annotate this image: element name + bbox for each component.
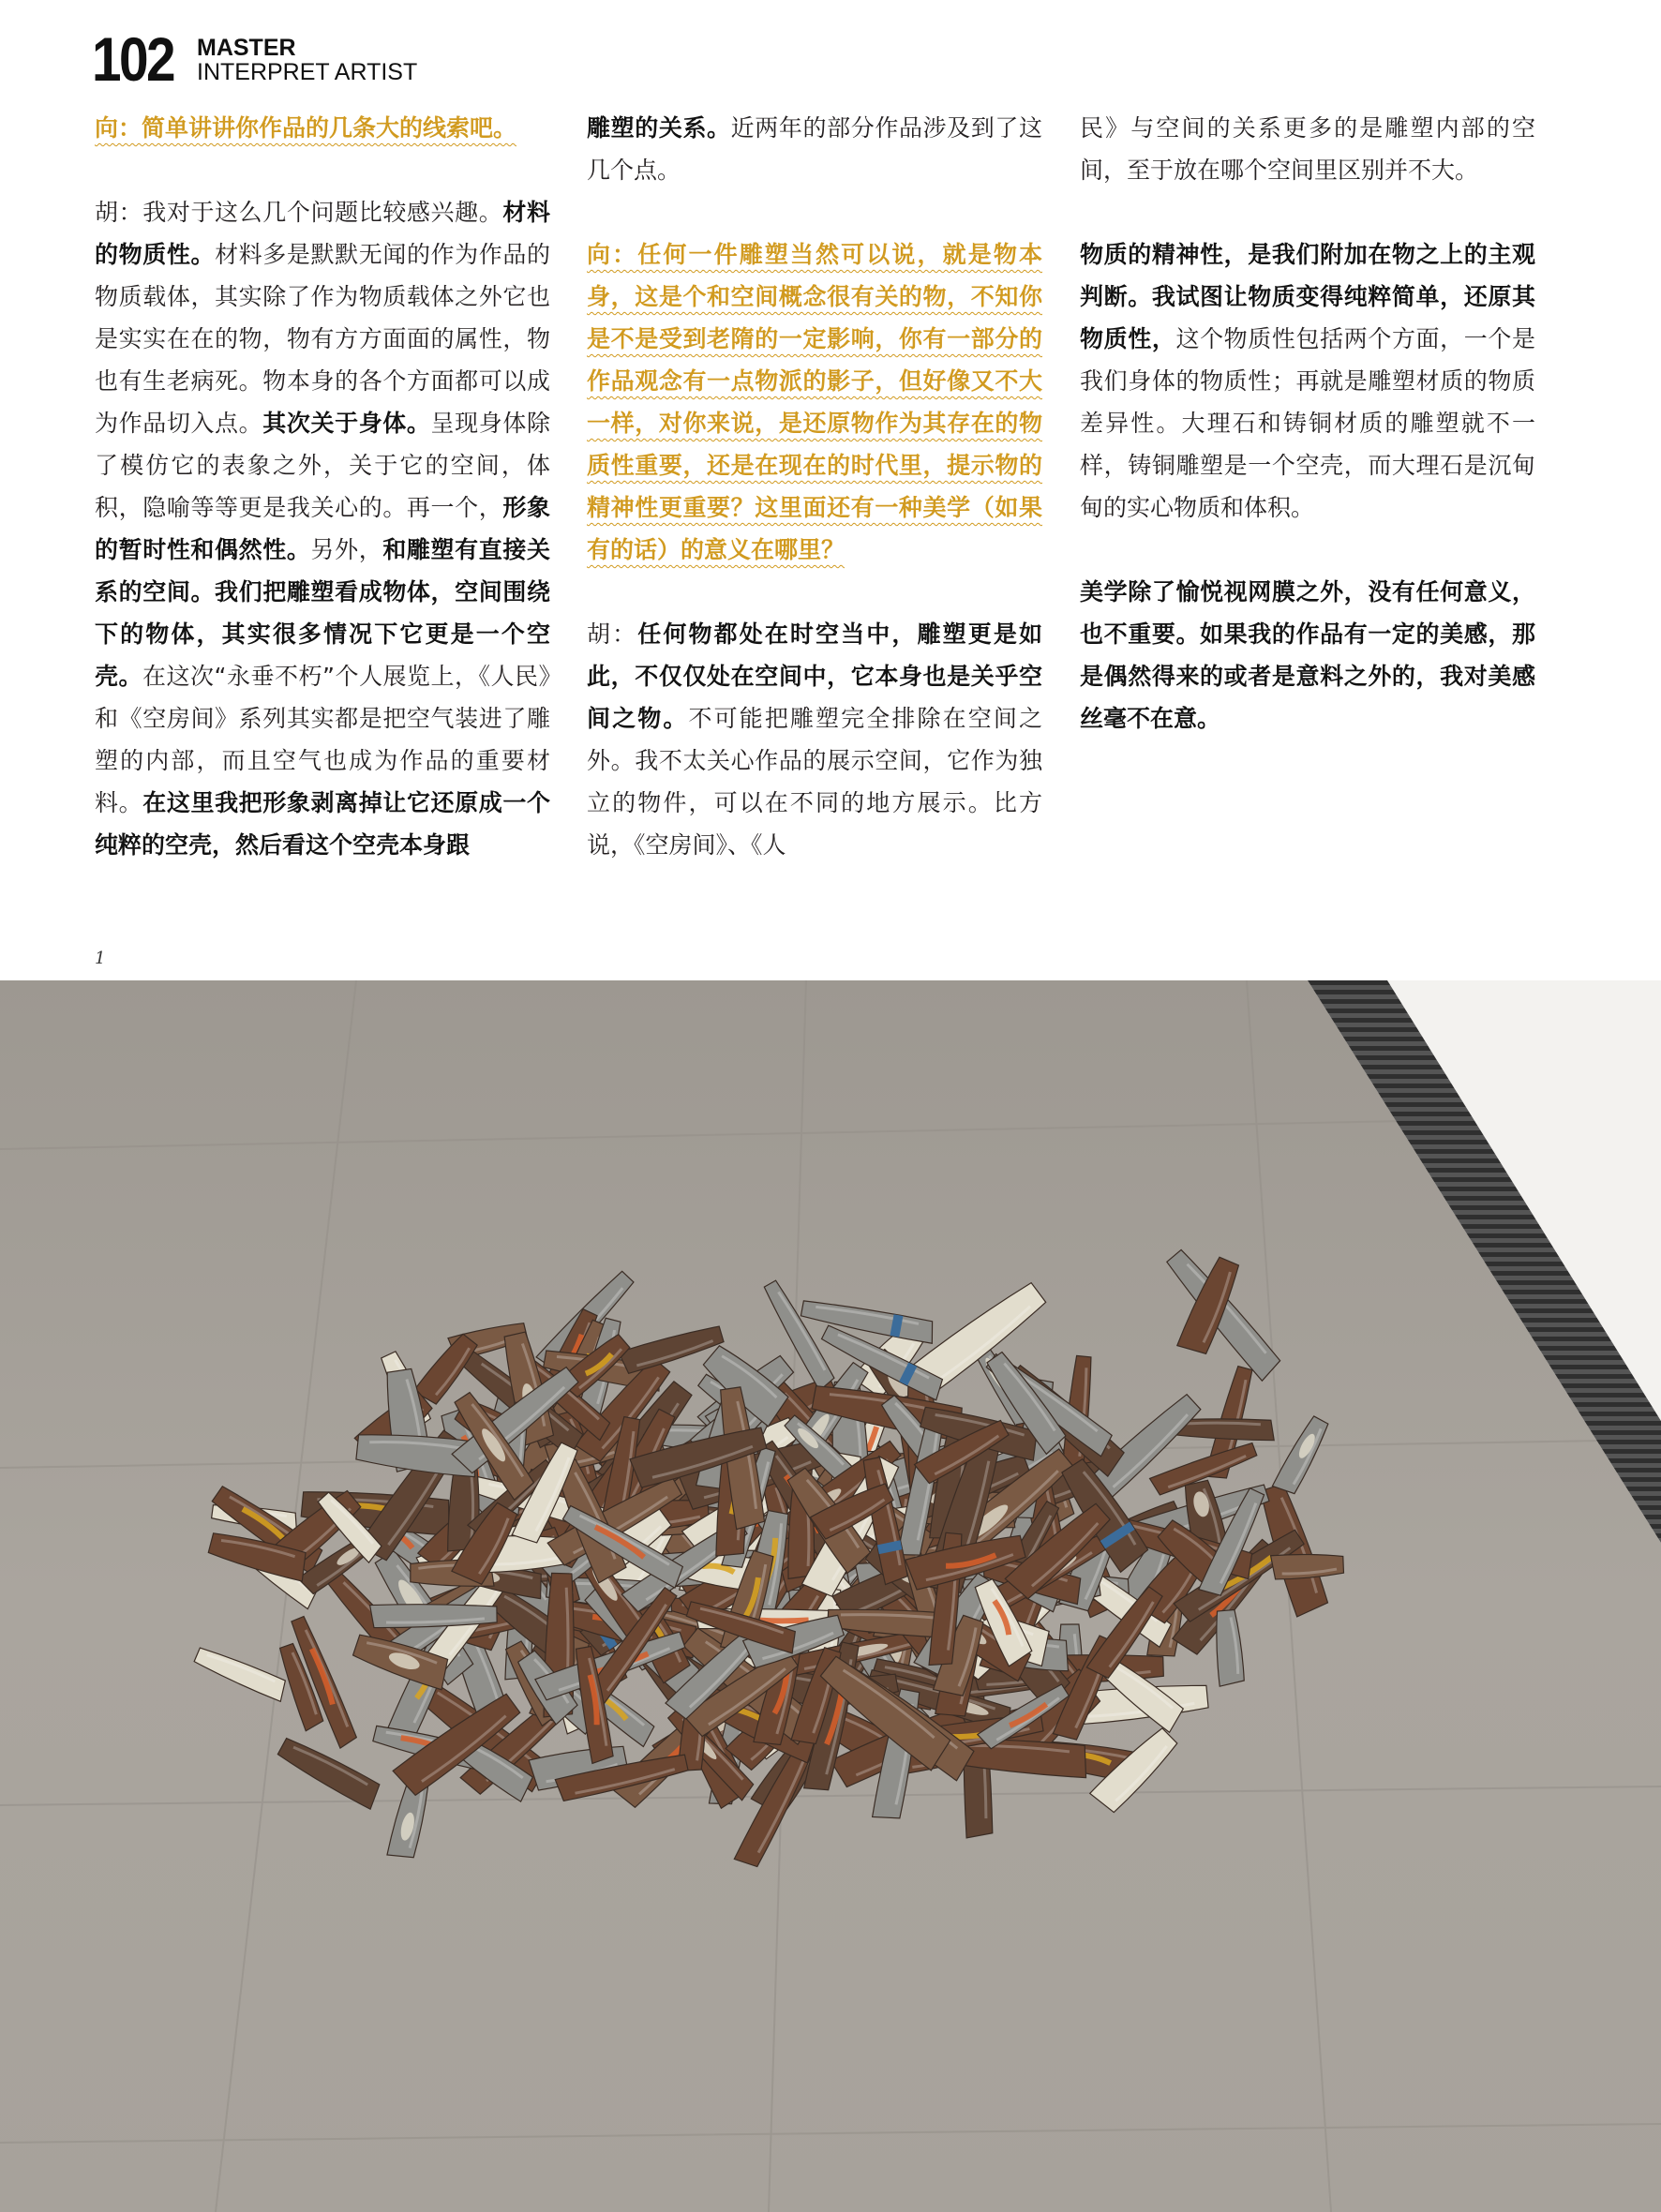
answer-bold-text: 雕塑的关系。 — [587, 114, 731, 142]
answer-text: 胡：我对于这么几个问题比较感兴趣。 — [95, 199, 503, 226]
answer-text: 呈现身体除了模仿它的表象之外，关于它的空间，体积，隐喻等等更是我关心的。再一个， — [95, 410, 550, 521]
magazine-name: MASTER — [197, 35, 296, 61]
question-text: 向：简单讲讲你作品的几条大的线索吧。 — [95, 114, 517, 142]
artwork-illustration — [0, 980, 1661, 2212]
answer-bold-text: 材料的物质性。 — [95, 199, 550, 268]
answer-bold-text: 任何物都处在时空当中，雕塑更是如此，不仅仅处在空间中，它本身也是关乎空间之物。 — [587, 620, 1042, 732]
text-column-3 — [1080, 107, 1535, 782]
answer-text: 在这次“永垂不朽”个人展览上，《人民》和《空房间》系列其实都是把空气装进了雕塑的内部，而且空气也成为作品的重要材料。 — [95, 663, 550, 816]
answer-text: 另外， — [310, 536, 383, 563]
answer-bold-text: 在这里我把形象剥离掉让它还原成一个纯粹的空壳，然后看这个空壳本身跟 — [95, 789, 550, 859]
figure-caption-number: 1 — [95, 949, 106, 968]
answer-text: 材料多是默默无闻的作为作品的物质载体，其实除了作为物质载体之外它也是实实在在的物，物有方方面面的属性，物也有生老病死。物本身的各个方面都可以成为作品切入点。 — [95, 241, 550, 437]
answer-text: 民》与空间的关系更多的是雕塑内部的空间，至于放在哪个空间里区别并不大。 — [1080, 114, 1535, 184]
answer-text: 这个物质性包括两个方面，一个是我们身体的物质性；再就是雕塑材质的物质差异性。大理石和铸铜材质的雕塑就不一样，铸铜雕塑是一个空壳，而大理石是沉甸甸的实心物质和体积。 — [1080, 325, 1535, 521]
artwork-photo — [0, 980, 1661, 2212]
text-column-1 — [95, 107, 550, 908]
answer-paragraph — [1080, 571, 1535, 740]
answer-bold-text: 和雕塑有直接关系的空间。我们把雕塑看成物体，空间围绕下的物体，其实很多情况下它更是一个空壳。 — [95, 536, 550, 690]
answer-bold-text: 其次关于身体。 — [262, 410, 431, 437]
answer-bold-text: 物质的精神性，是我们附加在物之上的主观判断。我试图让物质变得纯粹简单，还原其物质性， — [1080, 241, 1535, 352]
text-column-2 — [587, 107, 1042, 908]
answer-text: 近两年的部分作品涉及到了这几个点。 — [587, 114, 1042, 184]
answer-paragraph — [587, 613, 1042, 866]
section-name: INTERPRET ARTIST — [197, 59, 418, 85]
answer-paragraph — [1080, 233, 1535, 529]
masthead — [197, 36, 441, 84]
metal-tube — [370, 1603, 498, 1628]
answer-bold-text: 形象的暂时性和偶然性。 — [95, 494, 550, 563]
question-text: 向：任何一件雕塑当然可以说，就是物本身，这是个和空间概念很有关的物，不知你是不是受到老隋的一定影响，你有一部分的作品观念有一点物派的影子，但好像又不大一样，对你来说，是还原物作为其存在的物质性重要，还是在现在的时代里，提示物的精神性更重要？这里面还有一种美学（如果有的话）的意义在哪里？ — [587, 241, 1042, 563]
answer-paragraph — [587, 107, 1042, 191]
answer-bold-text: 美学除了愉悦视网膜之外，没有任何意义，也不重要。如果我的作品有一定的美感，那是偶然得来的或者是意料之外的，我对美感丝毫不在意。 — [1080, 578, 1535, 732]
answer-text: 胡： — [587, 620, 638, 648]
answer-text: 不可能把雕塑完全排除在空间之外。我不太关心作品的展示空间，它作为独立的物件，可以在不同的地方展示。比方说，《空房间》、《人 — [587, 705, 1042, 859]
question-paragraph — [587, 233, 1042, 571]
answer-paragraph — [95, 191, 550, 866]
page-number: 102 — [92, 24, 173, 94]
question-paragraph — [95, 107, 550, 149]
answer-paragraph — [1080, 107, 1535, 191]
